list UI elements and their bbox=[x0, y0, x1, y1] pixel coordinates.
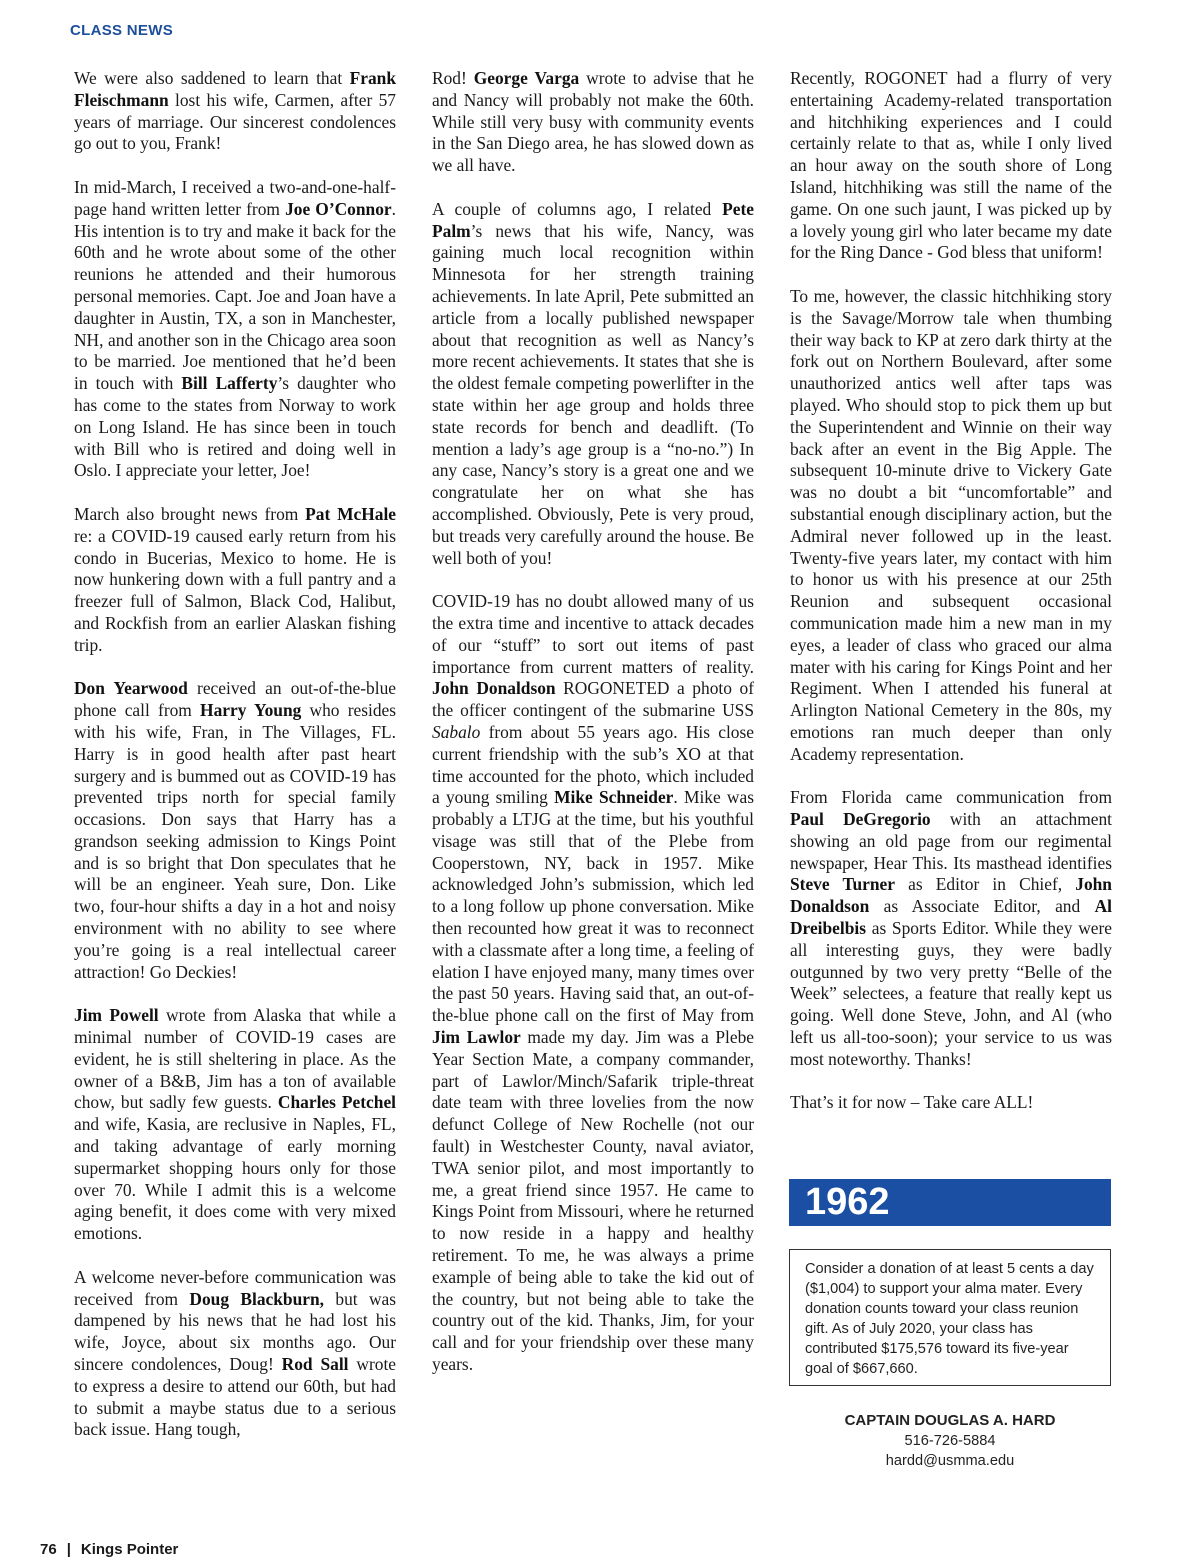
publication-name: Kings Pointer bbox=[80, 1541, 179, 1558]
correspondent-phone: 516-726-5884 bbox=[904, 1433, 996, 1449]
section-label: CLASS NEWS bbox=[70, 22, 174, 39]
paragraph: Jim Powell wrote from Alaska that while a minimal number of COVID-19 cases are evident, he is still sheltering in place. As the owner of a B&B, Jim has a ton of available chow, but sadly few guests. Charles Petchel and wife, Kasia, are reclusive in Naples, FL, and taking advantage of early morning supermarket shopping hours only for those over 70. While I admit this is a welcome aging benefit, it does come with very mixed emotions. bbox=[74, 1005, 396, 1244]
paragraph: COVID-19 has no doubt allowed many of us the extra time and incentive to attack decades of our “stuff” to sort out items of past importance from current matters of reality. John Donaldson ROGONETED a photo of the officer contingent of the submarine USS Sabalo from about 55 years ago. His close current friendship with the sub’s XO at that time accounted for the photo, which included a young smiling Mike Schneider. Mike was probably a LTJG at the time, but his youthful visage was still that of the Plebe from Cooperstown, NY, back in 1957. Mike acknowledged John’s submission, which led to a long follow up phone conversation. Mike then recounted how great it was to reconnect with a classmate after a long time, a feeling of elation I have enjoyed many, many times over the past 50 years. Having said that, an out-of-the-blue phone call on the first of May from Jim Lawlor made my day. Jim was a Plebe Year Section Mate, a company commander, part of Lawlor/Minch/Safarik triple-threat date team with three lovelies from the now defunct College of New Rochelle (not our fault) in Westchester County, naval aviator, TWA senior pilot, and most importantly to me, a great friend since 1957. He came to Kings Point from Missouri, where he returned to now reside in a happy and healthy retirement. To me, he was always a prime example of being able to take the kid out of the country, but not being able to take the country out of the kid. Thanks, Jim, for your call and for your friendship over these many years. bbox=[432, 591, 755, 1375]
correspondent-email: hardd@usmma.edu bbox=[885, 1453, 1015, 1469]
paragraph: Don Yearwood received an out-of-the-blue phone call from Harry Young who resides with his wife, Fran, in The Villages, FL. Harry is in good health after past heart surgery and is bummed out as COVID-19 has prevented trips north for special family occasions. Don says that Harry has a grandson seeking admission to Kings Point and is so bright that Don speculates that he will be an engineer. Yeah sure, Don. Like two, four-hour shifts a day in a hot and noisy environment with no ability to see where you’re going is a real intellectual career attraction! Go Deckies! bbox=[74, 678, 397, 982]
paragraph: In mid-March, I received a two-and-one-half-page hand written letter from Joe O’Connor. His intention is to try and make it back for the 60th and he wrote about some of the other reunions he attended and their humorous personal memories. Capt. Joe and Joan have a daughter in Austin, TX, a son in Manchester, NH, and another son in the Chicago area soon to be married. Joe mentioned that he’d been in touch with Bill Lafferty’s daughter who has come to the states from Norway to work on Long Island. He has since been in touch with Bill who is retired and doing well in Oslo. I appreciate your letter, Joe! bbox=[74, 176, 396, 481]
footer-separator: | bbox=[66, 1541, 71, 1558]
correspondent-name: CAPTAIN DOUGLAS A. HARD bbox=[844, 1412, 1056, 1429]
column-1 bbox=[74, 68, 396, 1441]
class-year-banner: 1962 bbox=[789, 1179, 1111, 1226]
page-number: 76 bbox=[40, 1541, 57, 1558]
paragraph: A welcome never-before communication was received from Doug Blackburn, but was dampened by his news that he had lost his wife, Joyce, about six months ago. Our sincere condolences, Doug! Rod Sall wrote to express a desire to attend our 60th, but had to submit a maybe status due to a serious back issue. Hang tough, bbox=[74, 1266, 397, 1440]
paragraph: Recently, ROGONET had a flurry of very entertaining Academy-related transportation and hitchhiking experiences and I could certainly relate to that as, while I only lived an hour away on the south shore of Long Island, hitchhiking was still the name of the game. On one such jaunt, I was picked up by a lovely young girl who later became my date for the Ring Dance - God bless that uniform! bbox=[790, 68, 1112, 263]
paragraph: From Florida came communication from Paul DeGregorio with an attachment showing an old page from our regimental newspaper, Hear This. Its masthead identifies Steve Turner as Editor in Chief, John Donaldson as Associate Editor, and Al Dreibelbis as Sports Editor. While they were all interesting guys, they were badly outgunned by two very pretty “Belle of the Week” selectees, a feature that really kept us going. Well done Steve, John, and Al (who left us all-too-soon); your service to us was most noteworthy. Thanks! bbox=[790, 787, 1112, 1069]
correspondent-contact bbox=[789, 1411, 1111, 1471]
paragraph: To me, however, the classic hitchhiking story is the Savage/Morrow tale when thumbing their way back to KP at zero dark thirty at the fork out on Northern Boulevard, after some unauthorized antics well after taps was played. Who should stop to pick them up but the Superintendent and Winnie on their way back after an event in the Big Apple. The subsequent 10-minute drive to Vickery Gate was no doubt a bit “uncomfortable” and substantial enough disciplinary action, but the Admiral never followed up in the least. Twenty-five years later, my contact with him to honor us with his presence at our 25th Reunion and subsequent occasional communication made him a new man in my eyes, a leader of class who graced our alma mater with his caring for Kings Point and her Regiment. When I attended his funeral at Arlington National Cemetery in the 80s, my emotions ran much deeper than only Academy representation. bbox=[790, 285, 1112, 764]
paragraph: March also brought news from Pat McHale re: a COVID-19 caused early return from his condo in Bucerias, Mexico to home. He is now hunkering down with a full pantry and a freezer full of Salmon, Black Cod, Halibut, and Rockfish from an earlier Alaskan fishing trip. bbox=[74, 503, 396, 655]
donation-box: Consider a donation of at least 5 cents a day ($1,004) to support your alma mater. Every donation counts toward your class reunion gift. As of July 2020, your class has contributed $175,576 toward its five-year goal of $667,660. bbox=[789, 1249, 1111, 1386]
paragraph: We were also saddened to learn that Frank Fleischmann lost his wife, Carmen, after 57 years of marriage. Our sincerest condolences go out to you, Frank! bbox=[74, 68, 396, 154]
paragraph: A couple of columns ago, I related Pete Palm’s news that his wife, Nancy, was gaining much local recognition within Minnesota for her strength training achievements. In late April, Pete submitted an article from a locally published newspaper about that recognition as well as Nancy’s more recent achievements. It states that she is the oldest female competing powerlifter in the state within her age group and holds three state records for bench and deadlift. (To mention a lady’s age group is a “no-no.”) In any case, Nancy’s story is a great one and we congratulate her on what she has accomplished. Obviously, Pete is very proud, but treads very carefully around the house. Be well both of you! bbox=[432, 198, 754, 568]
paragraph: That’s it for now – Take care ALL! bbox=[790, 1092, 1034, 1113]
page-footer bbox=[40, 1541, 178, 1558]
paragraph: Rod! George Varga wrote to advise that he and Nancy will probably not make the 60th. While still very busy with community events in the San Diego area, he has slowed down as we all have. bbox=[432, 68, 755, 176]
column-2 bbox=[432, 68, 754, 1376]
column-3 bbox=[790, 68, 1112, 1114]
